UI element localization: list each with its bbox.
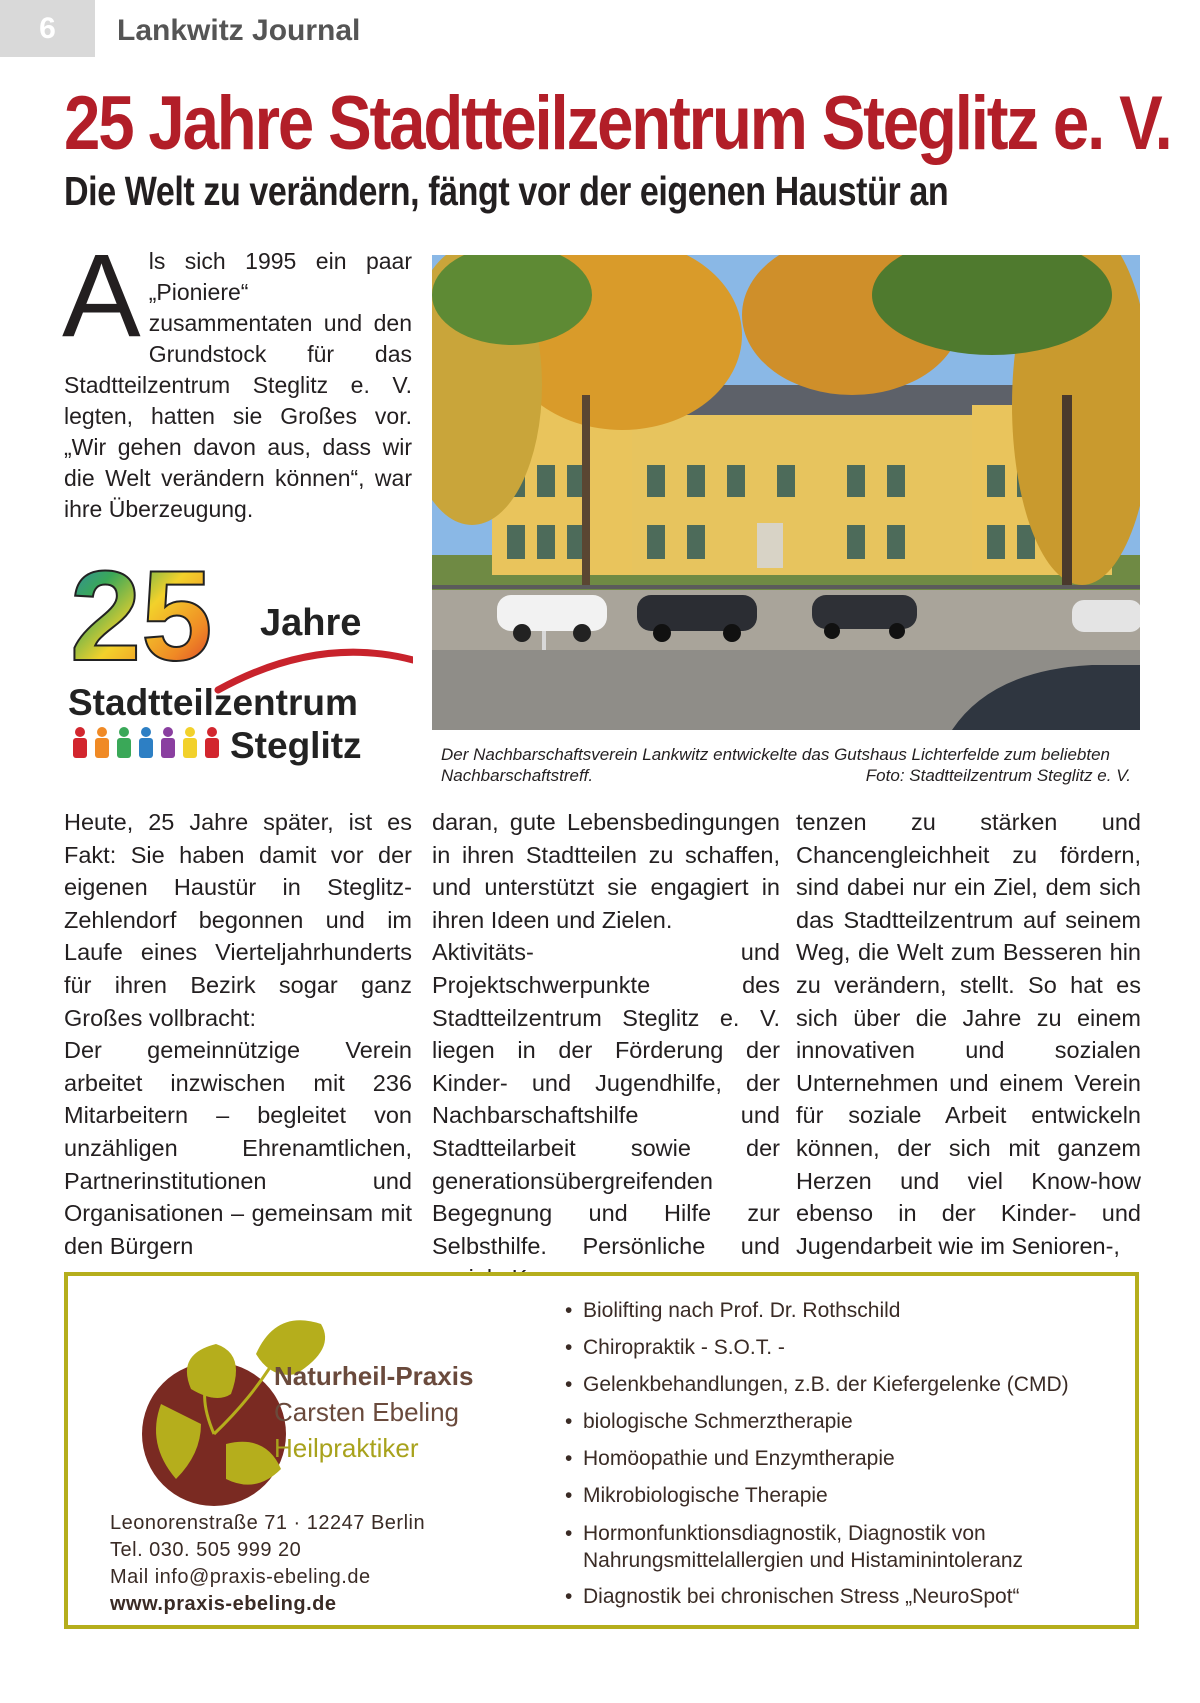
service-item: • Diagnostik bei chronischen Stress „NeuroSpot“ [565, 1578, 1145, 1615]
address: Leonorenstraße 71 · 12247 Berlin [110, 1512, 426, 1534]
intro-paragraph [62, 230, 412, 525]
practice-name: Naturheil-Praxis [274, 1361, 474, 1391]
service-item: • biologische Schmerztherapie [565, 1403, 1145, 1440]
advertisement-box [64, 1272, 1139, 1629]
column-1-paragraph-1: Heute, 25 Jahre später, ist es Fakt: Sie haben damit vor der eigenen Haustür in Steglitz-Zehlendorf begonnen und im Laufe eines Vierteljahrhunderts für ihren Bezirk sogar ganz Großes vollbracht: [64, 809, 412, 1031]
article-title: 25 Jahre Stadtteilzentrum Steglitz e. V. [64, 81, 1171, 166]
contact-block [110, 1510, 425, 1618]
article-column-3 [796, 806, 1141, 1262]
logo-number: 25 [70, 550, 213, 688]
service-item: • Mikrobiologische Therapie [565, 1477, 1145, 1514]
anniversary-logo [68, 550, 413, 775]
email: Mail info@praxis-ebeling.de [110, 1566, 371, 1588]
drop-cap: A [62, 230, 141, 362]
service-item: • Chiropraktik - S.O.T. - [565, 1329, 1145, 1366]
article-column-2 [432, 806, 780, 1295]
caption-text: Der Nachbarschaftsverein Lankwitz entwickelte das Gutshaus Lichterfelde zum beliebten Nachbarschaftstreff. [441, 745, 1111, 785]
photo-caption [441, 744, 1131, 786]
service-item: • Gelenkbehandlungen, z.B. der Kiefergelenke (CMD) [565, 1366, 1145, 1403]
logo-name-line2: Steglitz [230, 725, 362, 766]
page-number: 6 [0, 0, 95, 57]
journal-name: Lankwitz Journal [117, 14, 361, 47]
gutshaus-photo [432, 255, 1140, 730]
photo-credit: Foto: Stadtteilzentrum Steglitz e. V. [865, 766, 1131, 785]
website: www.praxis-ebeling.de [110, 1593, 337, 1615]
column-3-paragraph-1: tenzen zu stärken und Chancengleichheit zu fördern, sind dabei nur ein Ziel, dem sich das Stadtteilzentrum auf seinem Weg, die Welt zum Besseren hin zu verändern, stellt. So hat es sich über die Jahre zu einem innovativen und sozialen Unternehmen und einem Verein für soziale Arbeit entwickeln können, der sich mit ganzem Herzen und viel Know-how ebenso in der Kinder- und Jugendarbeit wie im Senioren-, [796, 809, 1141, 1259]
people-icons [73, 727, 219, 758]
service-item: • Hormonfunktionsdiagnostik, Diagnostik von Nahrungsmittelallergien und Histaminintoleranz [565, 1520, 1145, 1574]
intro-text: ls sich 1995 ein paar „Pioniere“ zusammentaten und den Grundstock für das Stadtteilzentrum Steglitz e. V. legten, hatten sie Großes vor. „Wir gehen davon aus, dass wir die Welt verändern können“, war ihre Überzeugung. [64, 248, 412, 522]
service-item: • Homöopathie und Enzymtherapie [565, 1440, 1145, 1477]
services-list [565, 1292, 1145, 1615]
practice-name-block [274, 1358, 473, 1466]
practitioner-role: Heilpraktiker [274, 1433, 419, 1463]
logo-name-line1: Stadtteilzentrum [68, 682, 358, 723]
column-2-paragraph-1: daran, gute Lebensbedingungen in ihren Stadtteilen zu schaffen, und unterstützt sie engagiert in ihren Ideen und Zielen. [432, 809, 780, 933]
phone: Tel. 030. 505 999 20 [110, 1539, 302, 1561]
column-1-paragraph-2: Der gemeinnützige Verein arbeitet inzwischen mit 236 Mitarbeitern – begleitet von unzähligen Ehrenamtlichen, Partnerinstitutionen und Organisationen – gemeinsam mit den Bürgern [64, 1037, 412, 1259]
service-item: • Biolifting nach Prof. Dr. Rothschild [565, 1292, 1145, 1329]
practitioner-name: Carsten Ebeling [274, 1397, 459, 1427]
article-column-1 [64, 806, 412, 1262]
article-subtitle: Die Welt zu verändern, fängt vor der eigenen Haustür an [64, 168, 949, 214]
logo-word: Jahre [260, 602, 362, 644]
column-2-paragraph-2: Aktivitäts- und Projektschwerpunkte des Stadtteilzentrum Steglitz e. V. liegen in der Förderung der Kinder- und Jugendhilfe, der Nachbarschaftshilfe und Stadtteilarbeit sowie der generationsübergreifenden Begegnung und Hilfe zur Selbsthilfe. Persönliche und [432, 939, 780, 1259]
